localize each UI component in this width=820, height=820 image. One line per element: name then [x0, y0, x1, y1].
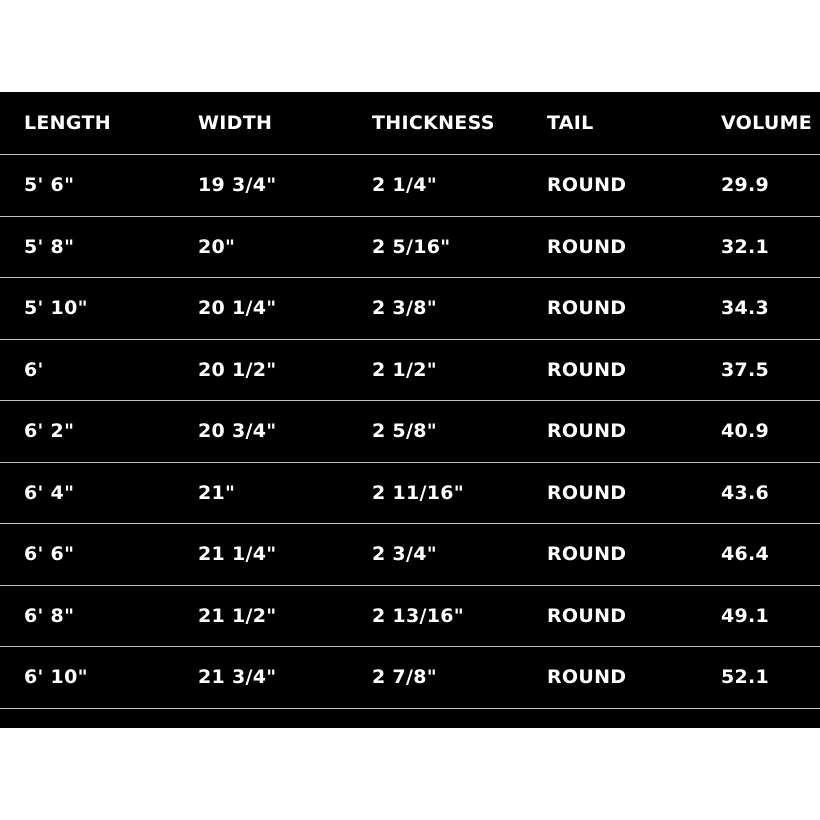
table-row: [0, 647, 820, 709]
header-tail: TAIL: [547, 112, 594, 134]
cell-volume: 46.4: [721, 543, 770, 566]
spec-table-panel: [0, 92, 820, 728]
cell-thickness: 2 3/8": [372, 297, 437, 320]
table-row: [0, 463, 820, 525]
cell-thickness: 2 1/2": [372, 358, 437, 381]
table-row: [0, 340, 820, 402]
cell-tail: ROUND: [547, 174, 627, 197]
cell-length: 6' 4": [24, 481, 75, 504]
cell-volume: 43.6: [721, 481, 770, 504]
spec-table: [0, 92, 820, 709]
cell-volume: 49.1: [721, 604, 770, 627]
table-header-row: [0, 92, 820, 155]
cell-length: 6' 8": [24, 604, 75, 627]
cell-length: 6' 10": [24, 666, 88, 689]
header-thickness: THICKNESS: [372, 112, 495, 134]
cell-width: 21 1/2": [198, 604, 277, 627]
cell-thickness: 2 13/16": [372, 604, 464, 627]
header-width: WIDTH: [198, 112, 273, 134]
cell-thickness: 2 7/8": [372, 666, 437, 689]
table-row: [0, 278, 820, 340]
cell-tail: ROUND: [547, 235, 627, 258]
table-row: [0, 524, 820, 586]
cell-width: 19 3/4": [198, 174, 277, 197]
cell-tail: ROUND: [547, 358, 627, 381]
cell-tail: ROUND: [547, 604, 627, 627]
cell-width: 20 1/4": [198, 297, 277, 320]
cell-tail: ROUND: [547, 297, 627, 320]
cell-width: 20 3/4": [198, 420, 277, 443]
table-row: [0, 155, 820, 217]
cell-tail: ROUND: [547, 666, 627, 689]
cell-tail: ROUND: [547, 420, 627, 443]
cell-volume: 34.3: [721, 297, 770, 320]
cell-volume: 52.1: [721, 666, 770, 689]
cell-volume: 40.9: [721, 420, 770, 443]
cell-length: 5' 6": [24, 174, 75, 197]
cell-width: 20": [198, 235, 236, 258]
table-row: [0, 586, 820, 648]
cell-length: 6' 6": [24, 543, 75, 566]
cell-width: 20 1/2": [198, 358, 277, 381]
table-row: [0, 217, 820, 279]
cell-thickness: 2 11/16": [372, 481, 464, 504]
cell-length: 5' 10": [24, 297, 88, 320]
cell-length: 6' 2": [24, 420, 75, 443]
cell-volume: 32.1: [721, 235, 770, 258]
header-length: LENGTH: [24, 112, 111, 134]
cell-width: 21 3/4": [198, 666, 277, 689]
table-row: [0, 401, 820, 463]
cell-width: 21 1/4": [198, 543, 277, 566]
cell-thickness: 2 5/8": [372, 420, 437, 443]
cell-volume: 29.9: [721, 174, 770, 197]
cell-thickness: 2 5/16": [372, 235, 451, 258]
cell-tail: ROUND: [547, 543, 627, 566]
cell-tail: ROUND: [547, 481, 627, 504]
cell-length: 6': [24, 358, 44, 381]
cell-width: 21": [198, 481, 236, 504]
cell-thickness: 2 3/4": [372, 543, 437, 566]
cell-length: 5' 8": [24, 235, 75, 258]
cell-thickness: 2 1/4": [372, 174, 437, 197]
header-volume: VOLUME: [721, 112, 813, 134]
cell-volume: 37.5: [721, 358, 770, 381]
